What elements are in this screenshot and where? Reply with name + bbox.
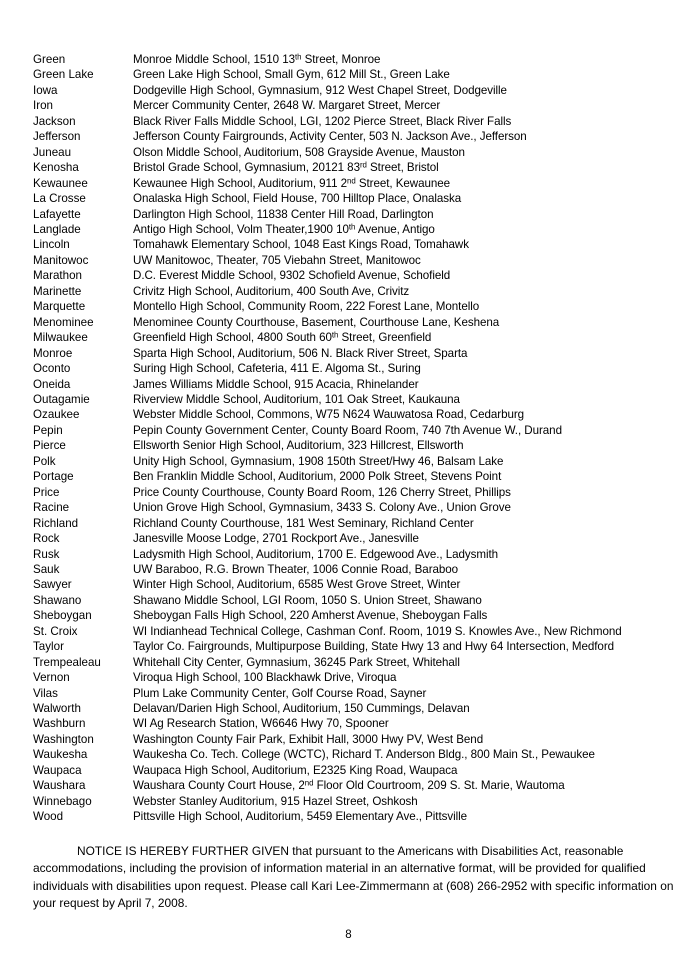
county-name: Langlade [33,222,81,236]
county-name: Lafayette [33,207,81,221]
polling-location-row [33,129,693,144]
polling-location-row [33,438,693,453]
venue-address: James Williams Middle School, 915 Acacia, Rhinelander [133,377,419,391]
county-name: Richland [33,516,79,530]
venue-address: Suring High School, Cafeteria, 411 E. Algoma St., Suring [133,362,421,376]
polling-location-row [33,207,693,222]
polling-locations-list [33,52,693,825]
polling-location-row [33,222,693,237]
polling-location-row [33,315,693,330]
county-name: Juneau [33,145,72,159]
polling-location-row [33,809,693,824]
county-name: Sheboygan [33,609,92,623]
venue-address: Ben Franklin Middle School, Auditorium, 2000 Polk Street, Stevens Point [133,470,502,484]
venue-address: Pepin County Government Center, County Board Room, 740 7th Avenue W., Durand [133,423,562,437]
county-name: Sawyer [33,578,72,592]
venue-address: Darlington High School, 11838 Center Hill Road, Darlington [133,207,434,221]
polling-location-row [33,747,693,762]
polling-location-row [33,191,693,206]
venue-address: Plum Lake Community Center, Golf Course Road, Sayner [133,686,427,700]
polling-location-row [33,423,693,438]
polling-location-row [33,763,693,778]
polling-location-row [33,593,693,608]
polling-location-row [33,330,693,345]
venue-address: Pittsville High School, Auditorium, 5459 Elementary Ave., Pittsville [133,810,468,824]
venue-address: Onalaska High School, Field House, 700 Hilltop Place, Onalaska [133,192,462,206]
county-name: Kenosha [33,161,79,175]
county-name: Manitowoc [33,253,89,267]
county-name: Taylor [33,640,64,654]
venue-address: Webster Stanley Auditorium, 915 Hazel Street, Oshkosh [133,794,418,808]
county-name: Iowa [33,83,58,97]
county-name: Oneida [33,377,71,391]
county-name: Waupaca [33,763,82,777]
county-name: Wood [33,810,64,824]
county-name: Jackson [33,114,76,128]
venue-address: Washington County Fair Park, Exhibit Hall, 3000 Hwy PV, West Bend [133,732,484,746]
venue-address: Delavan/Darien High School, Auditorium, 150 Cummings, Delavan [133,702,470,716]
venue-address: Webster Middle School, Commons, W75 N624 Wauwatosa Road, Cedarburg [133,408,525,422]
county-name: Milwaukee [33,331,88,345]
county-name: Kewaunee [33,176,88,190]
venue-address: Montello High School, Community Room, 222 Forest Lane, Montello [133,300,480,314]
county-name: Winnebago [33,794,92,808]
polling-location-row [33,454,693,469]
polling-location-row [33,284,693,299]
polling-location-row [33,392,693,407]
venue-address: Menominee County Courthouse, Basement, Courthouse Lane, Keshena [133,315,500,329]
polling-location-row [33,716,693,731]
venue-address: Dodgeville High School, Gymnasium, 912 West Chapel Street, Dodgeville [133,83,507,97]
venue-address: Riverview Middle School, Auditorium, 101 Oak Street, Kaukauna [133,392,460,406]
polling-location-row [33,346,693,361]
polling-location-row [33,114,693,129]
county-name: Vilas [33,686,58,700]
polling-location-row [33,299,693,314]
county-name: Price [33,485,60,499]
polling-location-row [33,516,693,531]
venue-address: Taylor Co. Fairgrounds, Multipurpose Building, State Hwy 13 and Hwy 64 Intersection, Medford [133,640,615,654]
polling-location-row [33,577,693,592]
county-name: Washington [33,732,94,746]
county-name: Lincoln [33,238,70,252]
county-name: Racine [33,501,70,515]
venue-address: WI Indianhead Technical College, Cashman Conf. Room, 1019 S. Knowles Ave., New Richmond [133,624,622,638]
venue-address: Greenfield High School, 4800 South 60th Street, Greenfield [133,330,432,345]
polling-location-row [33,83,693,98]
county-name: Menominee [33,315,94,329]
venue-address: UW Baraboo, R.G. Brown Theater, 1006 Connie Road, Baraboo [133,562,459,576]
venue-address: Crivitz High School, Auditorium, 400 South Ave, Crivitz [133,284,410,298]
polling-location-row [33,52,693,67]
venue-address: Whitehall City Center, Gymnasium, 36245 Park Street, Whitehall [133,655,460,669]
county-name: Marquette [33,300,86,314]
venue-address: Price County Courthouse, County Board Room, 126 Cherry Street, Phillips [133,485,511,499]
county-name: Iron [33,99,53,113]
venue-address: Sparta High School, Auditorium, 506 N. Black River Street, Sparta [133,346,468,360]
polling-location-row [33,67,693,82]
county-name: Jefferson [33,130,81,144]
venue-address: Monroe Middle School, 1510 13th Street, Monroe [133,52,381,66]
polling-location-row [33,361,693,376]
notice-lead-text: NOTICE IS HEREBY FURTHER GIVEN [77,843,289,858]
venue-address: Ellsworth Senior High School, Auditorium, 323 Hillcrest, Ellsworth [133,439,464,453]
county-name: Vernon [33,671,70,685]
polling-location-row [33,608,693,623]
county-name: Rock [33,532,60,546]
polling-location-row [33,778,693,793]
venue-address: Winter High School, Auditorium, 6585 West Grove Street, Winter [133,578,461,592]
polling-location-row [33,237,693,252]
polling-location-row [33,686,693,701]
ada-notice-paragraph [33,843,693,913]
venue-address: Olson Middle School, Auditorium, 508 Grayside Avenue, Mauston [133,145,465,159]
venue-address: Richland County Courthouse, 181 West Seminary, Richland Center [133,516,474,530]
polling-location-row [33,562,693,577]
venue-address: Antigo High School, Volm Theater,1900 10th Avenue, Antigo [133,222,435,236]
county-name: Trempealeau [33,655,101,669]
venue-address: Unity High School, Gymnasium, 1908 150th Street/Hwy 46, Balsam Lake [133,454,504,468]
county-name: Washburn [33,717,86,731]
venue-address: Sheboygan Falls High School, 220 Amherst Avenue, Sheboygan Falls [133,609,488,623]
venue-address: Black River Falls Middle School, LGI, 1202 Pierce Street, Black River Falls [133,114,512,128]
polling-location-row [33,794,693,809]
venue-address: Union Grove High School, Gymnasium, 3433 S. Colony Ave., Union Grove [133,501,511,515]
polling-location-row [33,655,693,670]
venue-address: Waukesha Co. Tech. College (WCTC), Richard T. Anderson Bldg., 800 Main St., Pewaukee [133,748,595,762]
polling-location-row [33,407,693,422]
county-name: Marinette [33,284,82,298]
venue-address: Shawano Middle School, LGI Room, 1050 S. Union Street, Shawano [133,593,482,607]
county-name: Green Lake [33,68,94,82]
venue-address: Janesville Moose Lodge, 2701 Rockport Ave., Janesville [133,532,419,546]
polling-location-row [33,160,693,175]
venue-address: Viroqua High School, 100 Blackhawk Drive, Viroqua [133,671,397,685]
venue-address: Kewaunee High School, Auditorium, 911 2nd Street, Kewaunee [133,176,451,190]
venue-address: Waushara County Court House, 2nd Floor Old Courtroom, 209 S. St. Marie, Wautoma [133,778,565,793]
county-name: La Crosse [33,192,86,206]
county-name: Walworth [33,702,81,716]
section-spacer [33,825,693,843]
venue-address: Tomahawk Elementary School, 1048 East Kings Road, Tomahawk [133,238,469,252]
county-name: Polk [33,454,56,468]
county-name: Monroe [33,346,73,360]
venue-address: Green Lake High School, Small Gym, 612 Mill St., Green Lake [133,68,450,82]
polling-location-row [33,531,693,546]
venue-address: D.C. Everest Middle School, 9302 Schofield Avenue, Schofield [133,269,451,283]
polling-location-row [33,500,693,515]
venue-address: Ladysmith High School, Auditorium, 1700 E. Edgewood Ave., Ladysmith [133,547,499,561]
county-name: Marathon [33,269,82,283]
county-name: St. Croix [33,624,78,638]
venue-address: Waupaca High School, Auditorium, E2325 King Road, Waupaca [133,763,458,777]
notice-body-text: that pursuant to the Americans with Disabilities Act, reasonable accommodations, including the provision of information material in an alternative format, will be provided for qualified individuals with disabilities upon request. Please call Kari Lee-Zimmermann at (608) 266-2952 with specific information on your request by April 7, 2008. [33,843,674,911]
polling-location-row [33,268,693,283]
polling-location-row [33,547,693,562]
venue-address: UW Manitowoc, Theater, 705 Viebahn Street, Manitowoc [133,253,421,267]
polling-location-row [33,624,693,639]
polling-location-row [33,639,693,654]
county-name: Shawano [33,593,82,607]
county-name: Oconto [33,362,71,376]
county-name: Sauk [33,562,60,576]
venue-address: Jefferson County Fairgrounds, Activity Center, 503 N. Jackson Ave., Jefferson [133,130,527,144]
county-name: Pepin [33,423,63,437]
polling-location-row [33,145,693,160]
county-name: Portage [33,470,74,484]
county-name: Ozaukee [33,408,80,422]
polling-location-row [33,670,693,685]
county-name: Pierce [33,439,66,453]
page-number: 8 [345,929,352,941]
county-name: Waukesha [33,748,88,762]
polling-location-row [33,176,693,191]
venue-address: Mercer Community Center, 2648 W. Margaret Street, Mercer [133,99,441,113]
county-name: Waushara [33,779,86,793]
polling-location-row [33,253,693,268]
venue-address: Bristol Grade School, Gymnasium, 20121 83rd Street, Bristol [133,160,439,175]
polling-location-row [33,98,693,113]
polling-location-row [33,485,693,500]
county-name: Outagamie [33,392,90,406]
polling-location-row [33,377,693,392]
polling-location-row [33,701,693,716]
polling-location-row [33,732,693,747]
county-name: Green [33,53,66,66]
county-name: Rusk [33,547,60,561]
polling-location-row [33,469,693,484]
venue-address: WI Ag Research Station, W6646 Hwy 70, Spooner [133,717,389,731]
